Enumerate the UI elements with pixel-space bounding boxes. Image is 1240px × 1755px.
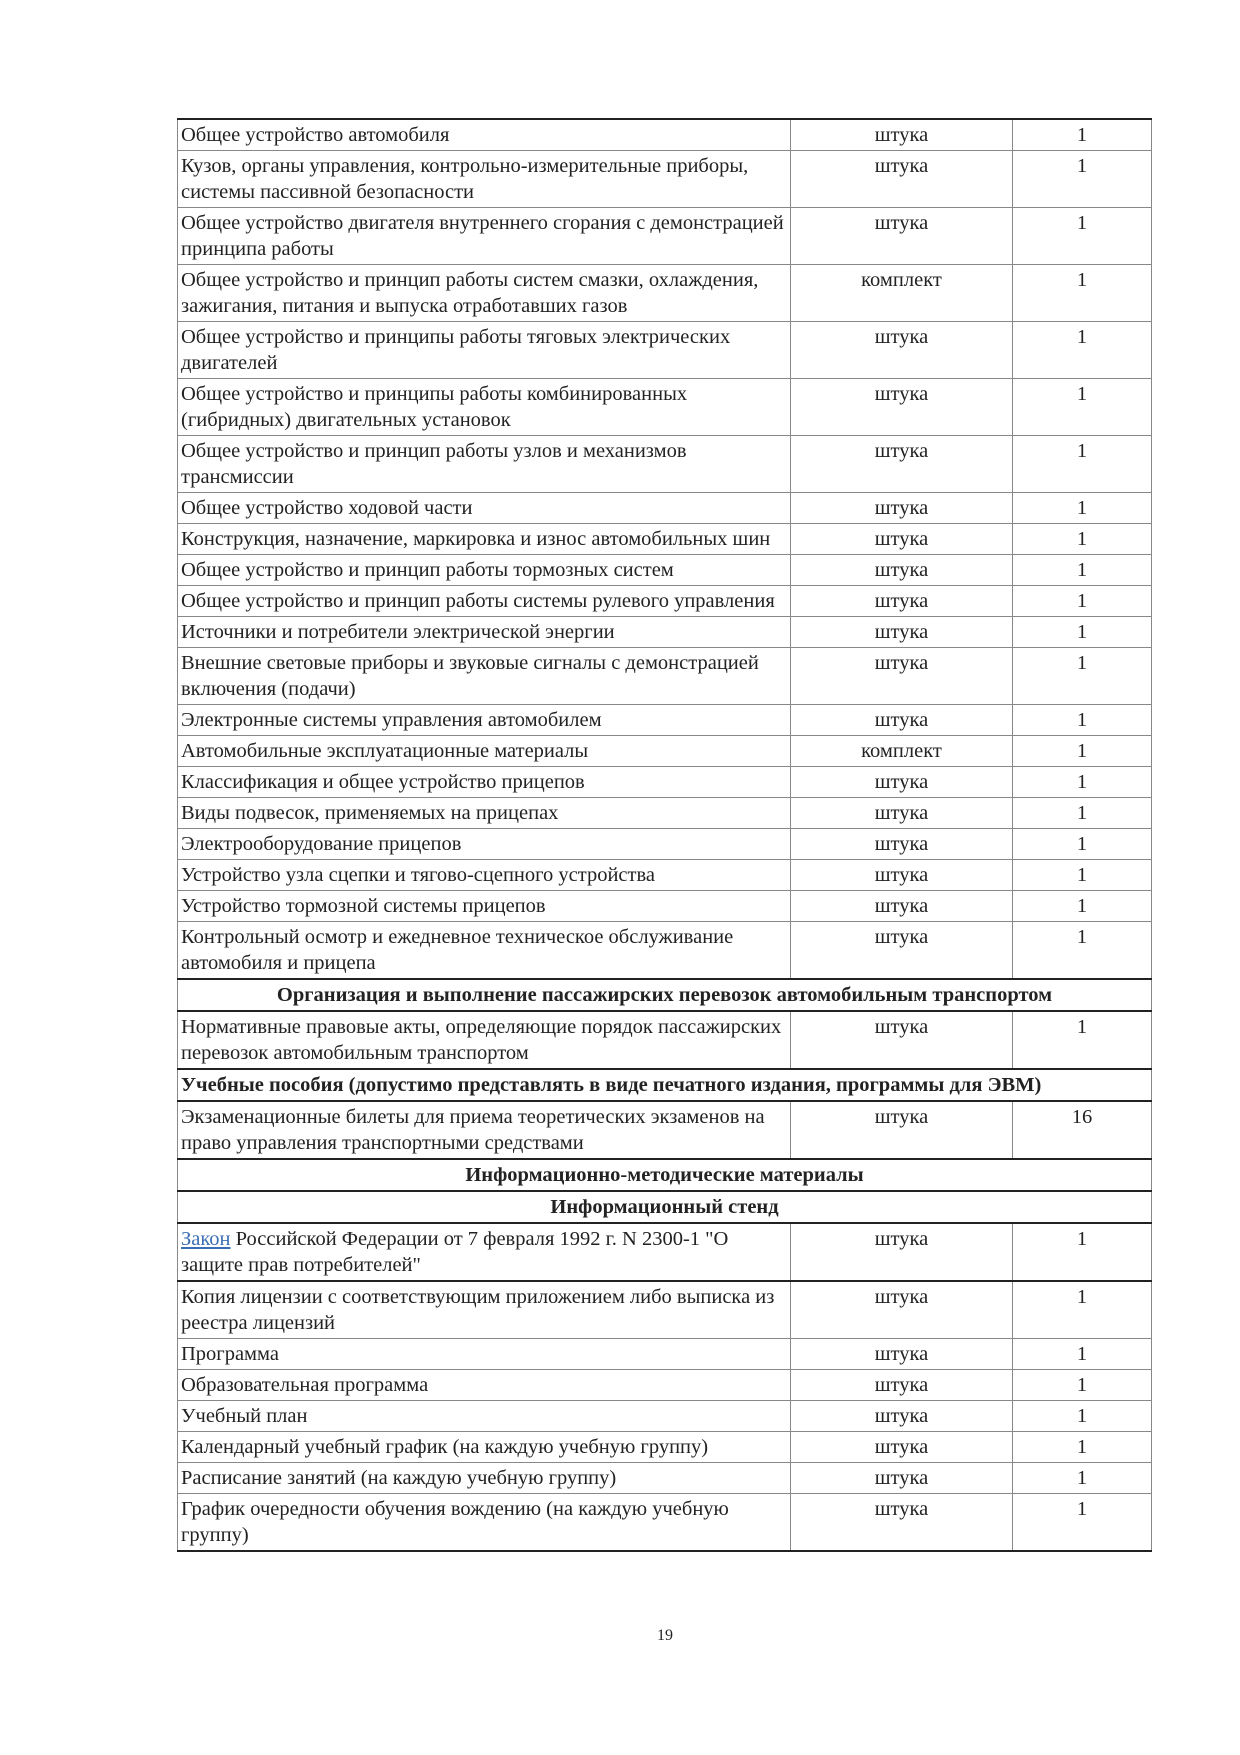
item-name: Контрольный осмотр и ежедневное техническое обслуживание автомобиля и прицепа: [178, 922, 791, 980]
item-qty: 1: [1013, 379, 1152, 436]
table-row: [178, 891, 1152, 922]
item-name: Кузов, органы управления, контрольно-измерительные приборы, системы пассивной безопасности: [178, 151, 791, 208]
item-unit: штука: [791, 436, 1013, 493]
section-header-info-materials: [178, 1159, 1152, 1191]
section-header-info-stand: [178, 1191, 1152, 1223]
item-name: Устройство тормозной системы прицепов: [178, 891, 791, 922]
table-row: [178, 922, 1152, 980]
item-qty: 1: [1013, 1011, 1152, 1069]
item-qty: 1: [1013, 798, 1152, 829]
table-row: [178, 736, 1152, 767]
item-unit: штука: [791, 648, 1013, 705]
table-row: [178, 617, 1152, 648]
item-name: Расписание занятий (на каждую учебную группу): [178, 1463, 791, 1494]
item-name: График очередности обучения вождению (на каждую учебную группу): [178, 1494, 791, 1552]
item-name: Конструкция, назначение, маркировка и износ автомобильных шин: [178, 524, 791, 555]
item-unit: штука: [791, 891, 1013, 922]
table-row: [178, 208, 1152, 265]
table-row: [178, 1281, 1152, 1339]
table-row: [178, 1494, 1152, 1552]
item-qty: 1: [1013, 922, 1152, 980]
item-qty: 1: [1013, 436, 1152, 493]
item-name: Общее устройство и принцип работы системы рулевого управления: [178, 586, 791, 617]
item-name: Календарный учебный график (на каждую учебную группу): [178, 1432, 791, 1463]
item-qty: 1: [1013, 860, 1152, 891]
item-name: Общее устройство и принципы работы тяговых электрических двигателей: [178, 322, 791, 379]
item-unit: штука: [791, 1339, 1013, 1370]
item-name: Общее устройство автомобиля: [178, 119, 791, 151]
item-unit: комплект: [791, 736, 1013, 767]
item-name: Общее устройство и принцип работы тормозных систем: [178, 555, 791, 586]
item-unit: штука: [791, 1281, 1013, 1339]
item-unit: штука: [791, 1401, 1013, 1432]
item-qty: 1: [1013, 555, 1152, 586]
table-row: [178, 151, 1152, 208]
table-body-part1: [178, 119, 1152, 979]
item-name: Автомобильные эксплуатационные материалы: [178, 736, 791, 767]
table-row: [178, 119, 1152, 151]
item-qty: 1: [1013, 322, 1152, 379]
section-title: Информационно-методические материалы: [178, 1159, 1152, 1191]
item-unit: штука: [791, 860, 1013, 891]
section-header-passenger: [178, 979, 1152, 1011]
item-qty: 1: [1013, 617, 1152, 648]
item-qty: 1: [1013, 891, 1152, 922]
item-unit: штука: [791, 322, 1013, 379]
item-qty: 1: [1013, 1370, 1152, 1401]
item-qty: 1: [1013, 1223, 1152, 1281]
item-unit: штука: [791, 586, 1013, 617]
table-row: [178, 1370, 1152, 1401]
item-qty: 1: [1013, 648, 1152, 705]
item-qty: 1: [1013, 829, 1152, 860]
item-unit: штука: [791, 829, 1013, 860]
item-qty: 1: [1013, 1463, 1152, 1494]
item-qty: 1: [1013, 736, 1152, 767]
page-number: [0, 1627, 1240, 1645]
item-unit: штука: [791, 1432, 1013, 1463]
item-name: Источники и потребители электрической энергии: [178, 617, 791, 648]
item-unit: штука: [791, 119, 1013, 151]
table-row: [178, 1101, 1152, 1159]
item-name: Общее устройство ходовой части: [178, 493, 791, 524]
section-title: Организация и выполнение пассажирских перевозок автомобильным транспортом: [178, 979, 1152, 1011]
item-qty: 1: [1013, 586, 1152, 617]
item-unit: штука: [791, 798, 1013, 829]
section-title: Учебные пособия (допустимо представлять в виде печатного издания, программы для ЭВМ): [178, 1069, 1152, 1101]
table-row: [178, 265, 1152, 322]
table-row: [178, 555, 1152, 586]
item-name: Электрооборудование прицепов: [178, 829, 791, 860]
item-qty: 16: [1013, 1101, 1152, 1159]
item-qty: 1: [1013, 705, 1152, 736]
item-unit: штука: [791, 379, 1013, 436]
table-row: [178, 379, 1152, 436]
item-name-rest: Российской Федерации от 7 февраля 1992 г. N 2300-1 "О защите прав потребителей": [181, 1228, 729, 1276]
item-name: [178, 1223, 791, 1281]
item-name: Виды подвесок, применяемых на прицепах: [178, 798, 791, 829]
item-unit: комплект: [791, 265, 1013, 322]
table-row: [178, 524, 1152, 555]
table-row: [178, 648, 1152, 705]
item-unit: штука: [791, 1101, 1013, 1159]
item-qty: 1: [1013, 151, 1152, 208]
table-row: [178, 436, 1152, 493]
item-name: Копия лицензии с соответствующим приложением либо выписка из реестра лицензий: [178, 1281, 791, 1339]
table-row: [178, 829, 1152, 860]
item-unit: штука: [791, 767, 1013, 798]
item-qty: 1: [1013, 1339, 1152, 1370]
item-unit: штука: [791, 617, 1013, 648]
item-name: Устройство узла сцепки и тягово-сцепного устройства: [178, 860, 791, 891]
table-body-part2: [178, 1281, 1152, 1551]
item-name: Учебный план: [178, 1401, 791, 1432]
table-row: [178, 1011, 1152, 1069]
item-name: Общее устройство и принципы работы комбинированных (гибридных) двигательных установок: [178, 379, 791, 436]
item-unit: штука: [791, 1011, 1013, 1069]
item-qty: 1: [1013, 524, 1152, 555]
item-unit: штука: [791, 555, 1013, 586]
table-body-sections: [178, 979, 1152, 1281]
item-name: Экзаменационные билеты для приема теоретических экзаменов на право управления транспортными средствами: [178, 1101, 791, 1159]
item-unit: штука: [791, 1370, 1013, 1401]
item-name: Электронные системы управления автомобилем: [178, 705, 791, 736]
item-qty: 1: [1013, 1494, 1152, 1552]
item-unit: штука: [791, 1463, 1013, 1494]
table-row: [178, 1432, 1152, 1463]
item-qty: 1: [1013, 265, 1152, 322]
item-qty: 1: [1013, 1432, 1152, 1463]
item-name: Классификация и общее устройство прицепов: [178, 767, 791, 798]
item-qty: 1: [1013, 767, 1152, 798]
table-row: [178, 322, 1152, 379]
item-name: Программа: [178, 1339, 791, 1370]
law-link[interactable]: Закон: [181, 1228, 231, 1250]
item-qty: 1: [1013, 1281, 1152, 1339]
item-name: Нормативные правовые акты, определяющие порядок пассажирских перевозок автомобильным транспортом: [178, 1011, 791, 1069]
table-row: [178, 1223, 1152, 1281]
table-row: [178, 798, 1152, 829]
item-unit: штука: [791, 493, 1013, 524]
table-row: [178, 767, 1152, 798]
item-unit: штука: [791, 151, 1013, 208]
table-row: [178, 705, 1152, 736]
item-name: Общее устройство и принцип работы узлов и механизмов трансмиссии: [178, 436, 791, 493]
item-qty: 1: [1013, 493, 1152, 524]
section-title: Информационный стенд: [178, 1191, 1152, 1223]
item-name: Общее устройство и принцип работы систем смазки, охлаждения, зажигания, питания и выпуска отработавших газов: [178, 265, 791, 322]
item-unit: штука: [791, 208, 1013, 265]
item-unit: штука: [791, 922, 1013, 980]
item-qty: 1: [1013, 208, 1152, 265]
item-unit: штука: [791, 524, 1013, 555]
table-row: [178, 1339, 1152, 1370]
item-unit: штука: [791, 1223, 1013, 1281]
item-name: Внешние световые приборы и звуковые сигналы с демонстрацией включения (подачи): [178, 648, 791, 705]
item-name: Общее устройство двигателя внутреннего сгорания с демонстрацией принципа работы: [178, 208, 791, 265]
page-number-text: 19: [657, 1627, 673, 1644]
table-row: [178, 586, 1152, 617]
table-row: [178, 493, 1152, 524]
item-unit: штука: [791, 1494, 1013, 1552]
item-unit: штука: [791, 705, 1013, 736]
table-row: [178, 860, 1152, 891]
item-qty: 1: [1013, 119, 1152, 151]
item-name: Образовательная программа: [178, 1370, 791, 1401]
table-row: [178, 1401, 1152, 1432]
section-header-manuals: [178, 1069, 1152, 1101]
table-row: [178, 1463, 1152, 1494]
equipment-table: [177, 118, 1152, 1552]
item-qty: 1: [1013, 1401, 1152, 1432]
